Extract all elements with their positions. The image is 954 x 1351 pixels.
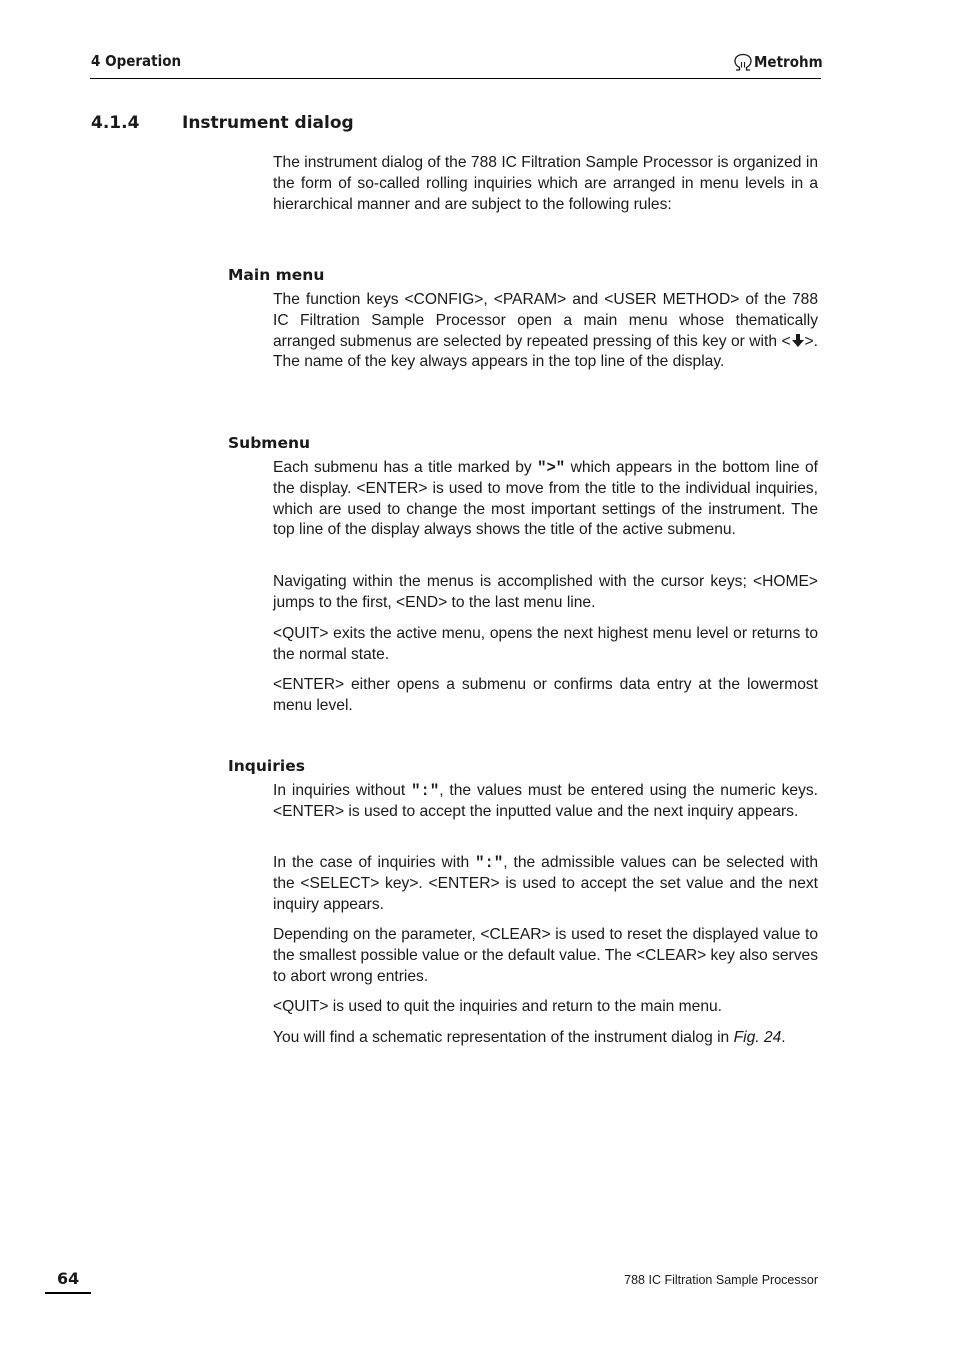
inquiries-paragraph-1 bbox=[273, 781, 818, 823]
inquiries-paragraph-5 bbox=[273, 1028, 818, 1049]
header-chapter: 4 Operation bbox=[91, 52, 182, 70]
submenu-heading: Submenu bbox=[228, 434, 311, 452]
main-menu-paragraph bbox=[273, 290, 818, 373]
colon-marker-code: ":" bbox=[411, 782, 440, 800]
inquiries-paragraph-2 bbox=[273, 853, 818, 915]
section-number: 4.1.4 bbox=[91, 113, 140, 133]
header-rule bbox=[90, 78, 821, 79]
main-menu-heading: Main menu bbox=[228, 266, 325, 284]
inquiries-text-2-start: In the case of inquiries with bbox=[273, 854, 476, 871]
submenu-paragraph-3: <QUIT> exits the active menu, opens the next highest menu level or returns to the normal state. bbox=[273, 625, 818, 663]
intro-paragraph: The instrument dialog of the 788 IC Filtration Sample Processor is organized in the form of so-called rolling inquiries which are arranged in menu levels in a hierarchical manner and are subject to the following rules: bbox=[273, 154, 818, 213]
submenu-paragraph-4: <ENTER> either opens a submenu or confirms data entry at the lowermost menu level. bbox=[273, 676, 818, 714]
inquiries-heading: Inquiries bbox=[228, 757, 305, 775]
submenu-text-start: Each submenu has a title marked by bbox=[273, 459, 538, 476]
inquiries-text-5-end: . bbox=[781, 1029, 786, 1046]
inquiries-text-2-end: , the admissible values can be selected with the <SELECT> key>. <ENTER> is used to accept the set value and the next inquiry appears. bbox=[273, 854, 818, 913]
main-menu-text-end: >. The name of the key always appears in the top line of the display. bbox=[273, 332, 818, 371]
brand-logo bbox=[733, 52, 830, 72]
brand-name: Metrohm bbox=[754, 53, 823, 71]
inquiries-text-5-start: You will find a schematic representation of the instrument dialog in bbox=[273, 1029, 734, 1046]
submenu-paragraph-2: Navigating within the menus is accomplished with the cursor keys; <HOME> jumps to the first, <END> to the last menu line. bbox=[273, 573, 818, 611]
inquiries-paragraph-4: <QUIT> is used to quit the inquiries and return to the main menu. bbox=[273, 998, 722, 1015]
page-number: 64 bbox=[57, 1269, 80, 1288]
section-heading bbox=[91, 113, 354, 133]
title-marker-code: ">" bbox=[537, 459, 566, 477]
colon-marker-code-2: ":" bbox=[475, 854, 504, 872]
arrow-down-icon bbox=[791, 334, 805, 347]
footer-document-title: 788 IC Filtration Sample Processor bbox=[624, 1273, 818, 1287]
submenu-text-end: which appears in the bottom line of the display. <ENTER> is used to move from the title to the individual inquiries, which are used to change the most important settings of the instrument. The top line of the display always shows the title of the active submenu. bbox=[273, 459, 818, 539]
inquiries-text-1-end: , the values must be entered using the numeric keys. <ENTER> is used to accept the inputted value and the next inquiry appears. bbox=[273, 782, 819, 820]
main-menu-text-start: The function keys <CONFIG>, <PARAM> and <USER METHOD> of the 788 IC Filtration Sample Processor open a main menu whose thematically arranged submenus are selected by repeated pressing of this key or with < bbox=[273, 291, 818, 350]
omega-logo-icon bbox=[733, 53, 753, 71]
figure-reference: Fig. 24 bbox=[733, 1029, 782, 1046]
section-title: Instrument dialog bbox=[182, 113, 354, 133]
inquiries-paragraph-3: Depending on the parameter, <CLEAR> is used to reset the displayed value to the smallest possible value or the default value. The <CLEAR> key also serves to abort wrong entries. bbox=[273, 926, 818, 985]
footer-rule bbox=[45, 1292, 91, 1294]
inquiries-text-1-start: In inquiries without bbox=[273, 782, 412, 799]
submenu-paragraph-1 bbox=[273, 458, 818, 541]
